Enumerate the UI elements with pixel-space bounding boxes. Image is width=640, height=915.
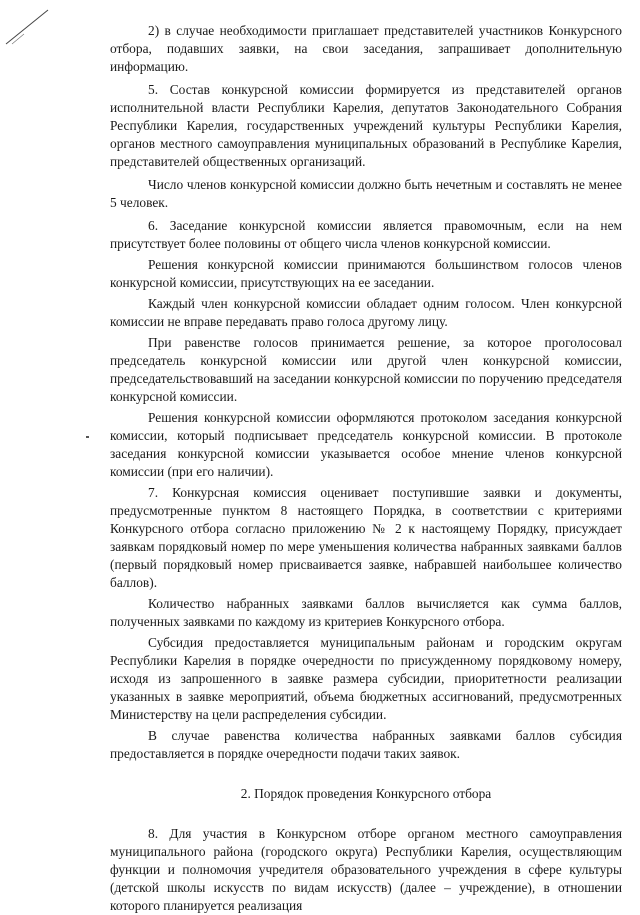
- paragraph-2-subitem: 2) в случае необходимости приглашает представителей участников Конкурсного отбора, подавших заявки, на свои заседания, запрашивает дополнительную информацию.: [110, 23, 622, 74]
- document-page: [110, 22, 622, 915]
- paragraph-8: 8. Для участия в Конкурсном отборе органом местного самоуправления муниципального района (городского округа) Республики Карелия, осуществляющим функции и полномочия учредителя образовательного учреждения в сфере культуры (детской школы искусств по видам искусств) (далее – учреждение), в отношении которого планируется реализация: [110, 826, 622, 913]
- paragraph-5: 5. Состав конкурсной комиссии формируется из представителей органов исполнительной власти Республики Карелия, депутатов Законодательного Собрания Республики Карелия, государственных учреждений культуры Республики Карелия, органов местного самоуправления муниципальных образований в Республике Карелия, представителей общественных организаций.: [110, 82, 622, 169]
- paragraph-7: 7. Конкурсная комиссия оценивает поступившие заявки и документы, предусмотренные пунктом 8 настоящего Порядка, в соответствии с критериями Конкурсного отбора согласно приложению № 2 к настоящему Порядку, присуждает заявкам порядковый номер по мере уменьшения количества набранных заявками баллов (первый порядковый номер присваивается заявке, набравшей наибольшее количество баллов).: [110, 485, 622, 590]
- paragraph-subsidy-order: Субсидия предоставляется муниципальным районам и городским округам Республики Карелия в порядке очередности по присужденному порядковому номеру, исходя из запрошенного в заявке размера субсидии, приоритетности реализации указанных в заявке мероприятий, объема бюджетных ассигнований, предусмотренных Министерству на цели распределения субсидии.: [110, 635, 622, 722]
- paragraph-score-sum: Количество набранных заявками баллов вычисляется как сумма баллов, полученных заявками по каждому из критериев Конкурсного отбора.: [110, 596, 622, 629]
- paragraph-member-count: Число членов конкурсной комиссии должно быть нечетным и составлять не менее 5 человек.: [110, 177, 622, 210]
- paragraph-equal-votes: При равенстве голосов принимается решение, за которое проголосовал председатель конкурсной комиссии или другой член конкурсной комиссии, председательствовавший на заседании конкурсной комиссии по поручению председателя конкурсной комиссии.: [110, 335, 622, 404]
- paragraph-protocol: Решения конкурсной комиссии оформляются протоколом заседания конкурсной комиссии, который подписывает председатель конкурсной комиссии. В протоколе заседания конкурсной комиссии указывается особое мнение членов конкурсной комиссии (при его наличии).: [110, 410, 622, 479]
- section-heading: 2. Порядок проведения Конкурсного отбора: [240, 786, 492, 801]
- paragraph-6: 6. Заседание конкурсной комиссии является правомочным, если на нем присутствует более половины от общего числа членов конкурсной комиссии.: [110, 218, 622, 251]
- paragraph-decisions: Решения конкурсной комиссии принимаются большинством голосов членов конкурсной комиссии, присутствующих на ее заседании.: [110, 257, 622, 290]
- margin-tick-mark: [86, 436, 89, 438]
- paragraph-votes: Каждый член конкурсной комиссии обладает одним голосом. Член конкурсной комиссии не вправе передавать право голоса другому лицу.: [110, 296, 622, 329]
- paragraph-equal-scores: В случае равенства количества набранных заявками баллов субсидия предоставляется в порядке очередности подачи таких заявок.: [110, 728, 622, 761]
- scan-stroke-mark: [4, 8, 50, 46]
